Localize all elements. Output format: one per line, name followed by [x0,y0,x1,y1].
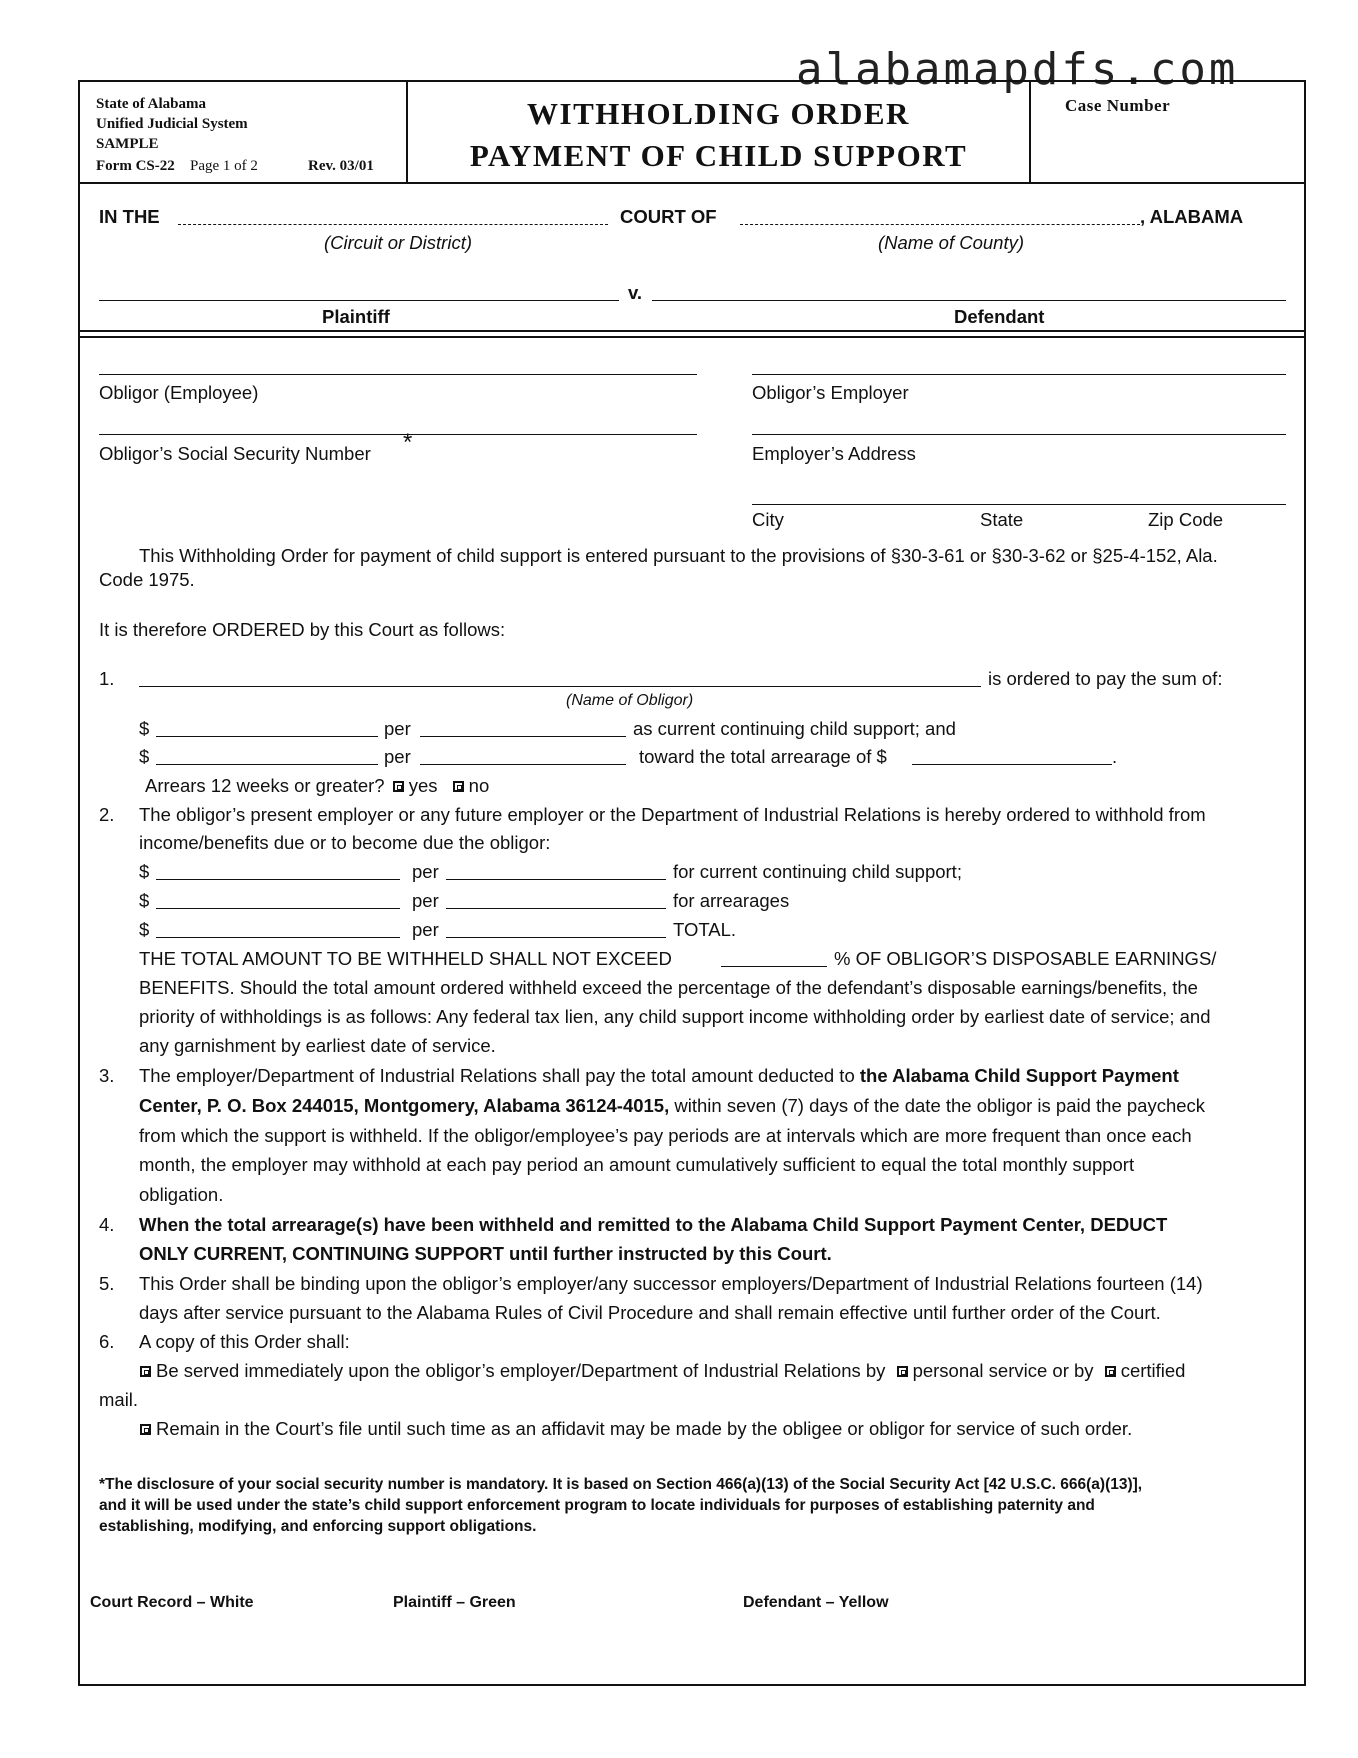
footnote-line1: *The disclosure of your social security number is mandatory. It is based on Section 466(a)(13) of the Social Security Act [42 U.S.C. 666(a)(13)], [99,1476,1143,1493]
limit-text-b: % OF OBLIGOR’S DISPOSABLE EARNINGS/ [834,948,1217,969]
city-state-zip-field[interactable] [752,504,1286,505]
arrears-label: Arrears 12 weeks or greater? [145,775,385,796]
form-frame [78,80,1306,1686]
withhold-arrears-amount-field[interactable] [156,908,400,909]
divider [78,336,1306,338]
intro-line2: Code 1975. [99,569,195,590]
case-number-box[interactable] [1031,82,1306,184]
dollar-sign: $ [139,746,150,767]
item2-line-b3: any garnishment by earliest date of service. [139,1035,496,1056]
item3-line4: month, the employer may withhold at each pay period an amount cumulatively sufficient to equal the total monthly support [139,1154,1135,1175]
personal-service-checkbox[interactable] [897,1366,908,1377]
yes-checkbox[interactable] [393,781,404,792]
item6-served-line [137,1360,1185,1382]
ssn-label: Obligor’s Social Security Number [99,443,371,464]
item5-line1: This Order shall be binding upon the obligor’s employer/any successor employers/Department of Industrial Relations fourteen (14) [139,1273,1203,1294]
state-label: State of Alabama [96,96,206,112]
item3-line1 [139,1065,1179,1087]
form-id: Form CS-22 [96,158,175,174]
page-number: Page 1 of 2 [190,158,258,174]
remain-checkbox[interactable] [140,1424,151,1435]
state-label: State [980,509,1024,530]
total-text: TOTAL. [673,919,737,940]
no-label: no [468,775,490,796]
certified-mail-checkbox[interactable] [1105,1366,1116,1377]
ssn-asterisk: * [403,429,413,456]
footnote-line2: and it will be used under the state’s child support enforcement program to locate individuals for purposes of establishing paternity and [99,1497,1095,1514]
per-label: per [412,919,439,940]
divider [78,330,1306,332]
period-mark: . [1112,746,1118,767]
current-support-text: as current continuing child support; and [633,718,956,739]
withhold-arrears-period-field[interactable] [446,908,666,909]
footnote-line3: establishing, modifying, and enforcing support obligations. [99,1518,537,1535]
in-the-label: IN THE [99,206,160,227]
city-label: City [752,509,784,530]
plaintiff-field[interactable] [99,300,619,301]
case-number-label: Case Number [1065,96,1171,115]
ordered-text: It is therefore ORDERED by this Court as follows: [99,619,506,640]
plaintiff-label: Plaintiff [322,306,390,327]
intro-line1: This Withholding Order for payment of child support is entered pursuant to the provisions of §30-3-61 or §30-3-62 or §25-4-152, Ala. [139,545,1218,566]
payment-center-address: Center, P. O. Box 244015, Montgomery, Alabama 36124-4015, [139,1095,670,1116]
county-hint: (Name of County) [878,232,1024,253]
item3-line1-b: the Alabama Child Support Payment [859,1065,1179,1086]
item-number: 3. [99,1065,115,1086]
item6-line1: A copy of this Order shall: [139,1331,350,1352]
withhold-current-amount-field[interactable] [156,879,400,880]
item4-line1: When the total arrearage(s) have been withheld and remitted to the Alabama Child Support Payment Center, DEDUCT [139,1214,1168,1235]
item-number: 4. [99,1214,115,1235]
yes-label: yes [408,775,438,796]
copy-plaintiff: Plaintiff – Green [393,1594,516,1611]
sample-label: SAMPLE [96,136,159,152]
certified-text: certified [1120,1360,1186,1381]
item6-remain-line [137,1418,1132,1440]
per-label: per [384,746,411,767]
ordered-pay-text: is ordered to pay the sum of: [988,668,1223,689]
toward-arrearage-text: toward the total arrearage of $ [639,746,887,767]
dollar-sign: $ [139,890,150,911]
current-amount-field[interactable] [156,736,378,737]
withhold-total-amount-field[interactable] [156,937,400,938]
item2-line2: income/benefits due or to become due the obligor: [139,832,551,853]
per-label: per [412,890,439,911]
served-checkbox[interactable] [140,1366,151,1377]
withhold-total-period-field[interactable] [446,937,666,938]
employer-address-field[interactable] [752,434,1286,435]
remain-text: Remain in the Court’s file until such time as an affidavit may be made by the obligee or obligor for service of such order. [156,1418,1133,1439]
personal-service-text: personal service or by [912,1360,1094,1381]
withhold-current-period-field[interactable] [446,879,666,880]
ssn-field[interactable] [99,434,697,435]
dollar-sign: $ [139,919,150,940]
per-label: per [384,718,411,739]
versus-label: v. [628,282,643,303]
item2-line1: The obligor’s present employer or any future employer or the Department of Industrial Relations is hereby ordered to withhold from [139,804,1206,825]
obligor-field[interactable] [99,374,697,375]
item4-line2: ONLY CURRENT, CONTINUING SUPPORT until further instructed by this Court. [139,1243,832,1264]
copy-defendant: Defendant – Yellow [743,1594,889,1611]
system-label: Unified Judicial System [96,116,248,132]
arrears-amount-field[interactable] [156,764,378,765]
item-number: 5. [99,1273,115,1294]
item3-line3: from which the support is withheld. If the obligor/employee’s pay periods are at intervals which are more frequent than once each [139,1125,1192,1146]
employer-address-label: Employer’s Address [752,443,916,464]
current-period-field[interactable] [420,736,626,737]
item2-line-b1: BENEFITS. Should the total amount ordered withheld exceed the percentage of the defendant’s disposable earnings/benefits, the [139,977,1198,998]
percent-limit-field[interactable] [721,966,827,967]
header-title-box [408,82,1031,184]
court-of-label: COURT OF [620,206,717,227]
employer-field[interactable] [752,374,1286,375]
obligor-name-field[interactable] [139,686,981,687]
arrears-period-field[interactable] [420,764,626,765]
item3-line1-a: The employer/Department of Industrial Relations shall pay the total amount deducted to [139,1065,860,1086]
item-number: 1. [99,668,115,689]
arrearages-text: for arrearages [673,890,790,911]
total-arrearage-field[interactable] [912,764,1112,765]
watermark: alabamapdfs.com [796,44,1239,95]
item-number: 6. [99,1331,115,1352]
employer-label: Obligor’s Employer [752,382,909,403]
form-title-line2: PAYMENT OF CHILD SUPPORT [469,138,968,173]
item5-line2: days after service pursuant to the Alabama Rules of Civil Procedure and shall remain effective until further order of the Court. [139,1302,1161,1323]
defendant-label: Defendant [954,306,1045,327]
circuit-district-field[interactable] [178,224,608,225]
item3-line2 [139,1095,1205,1117]
mail-text: mail. [99,1389,139,1410]
dollar-sign: $ [139,718,150,739]
revision: Rev. 03/01 [308,158,374,174]
item3-line2-b: within seven (7) days of the date the obligor is paid the paycheck [669,1095,1206,1116]
served-text: Be served immediately upon the obligor’s employer/Department of Industrial Relations by [156,1360,886,1381]
copy-court: Court Record – White [90,1594,254,1611]
form-title-line1: WITHHOLDING ORDER [527,96,910,131]
arrears-question [145,775,489,797]
item-number: 2. [99,804,115,825]
current-support-text: for current continuing child support; [673,861,962,882]
name-hint: (Name of Obligor) [566,692,694,709]
no-checkbox[interactable] [453,781,464,792]
county-field[interactable] [740,224,1140,225]
obligor-label: Obligor (Employee) [99,382,259,403]
item3-line5: obligation. [139,1184,224,1205]
defendant-field[interactable] [652,300,1286,301]
item2-line-b2: priority of withholdings is as follows: Any federal tax lien, any child support income withholding order by earliest date of service; and [139,1006,1211,1027]
header-left-box [80,82,408,184]
limit-text-a: THE TOTAL AMOUNT TO BE WITHHELD SHALL NOT EXCEED [139,948,672,969]
alabama-label: , ALABAMA [1140,206,1244,227]
dollar-sign: $ [139,861,150,882]
zip-label: Zip Code [1148,509,1224,530]
per-label: per [412,861,439,882]
circuit-hint: (Circuit or District) [324,232,472,253]
